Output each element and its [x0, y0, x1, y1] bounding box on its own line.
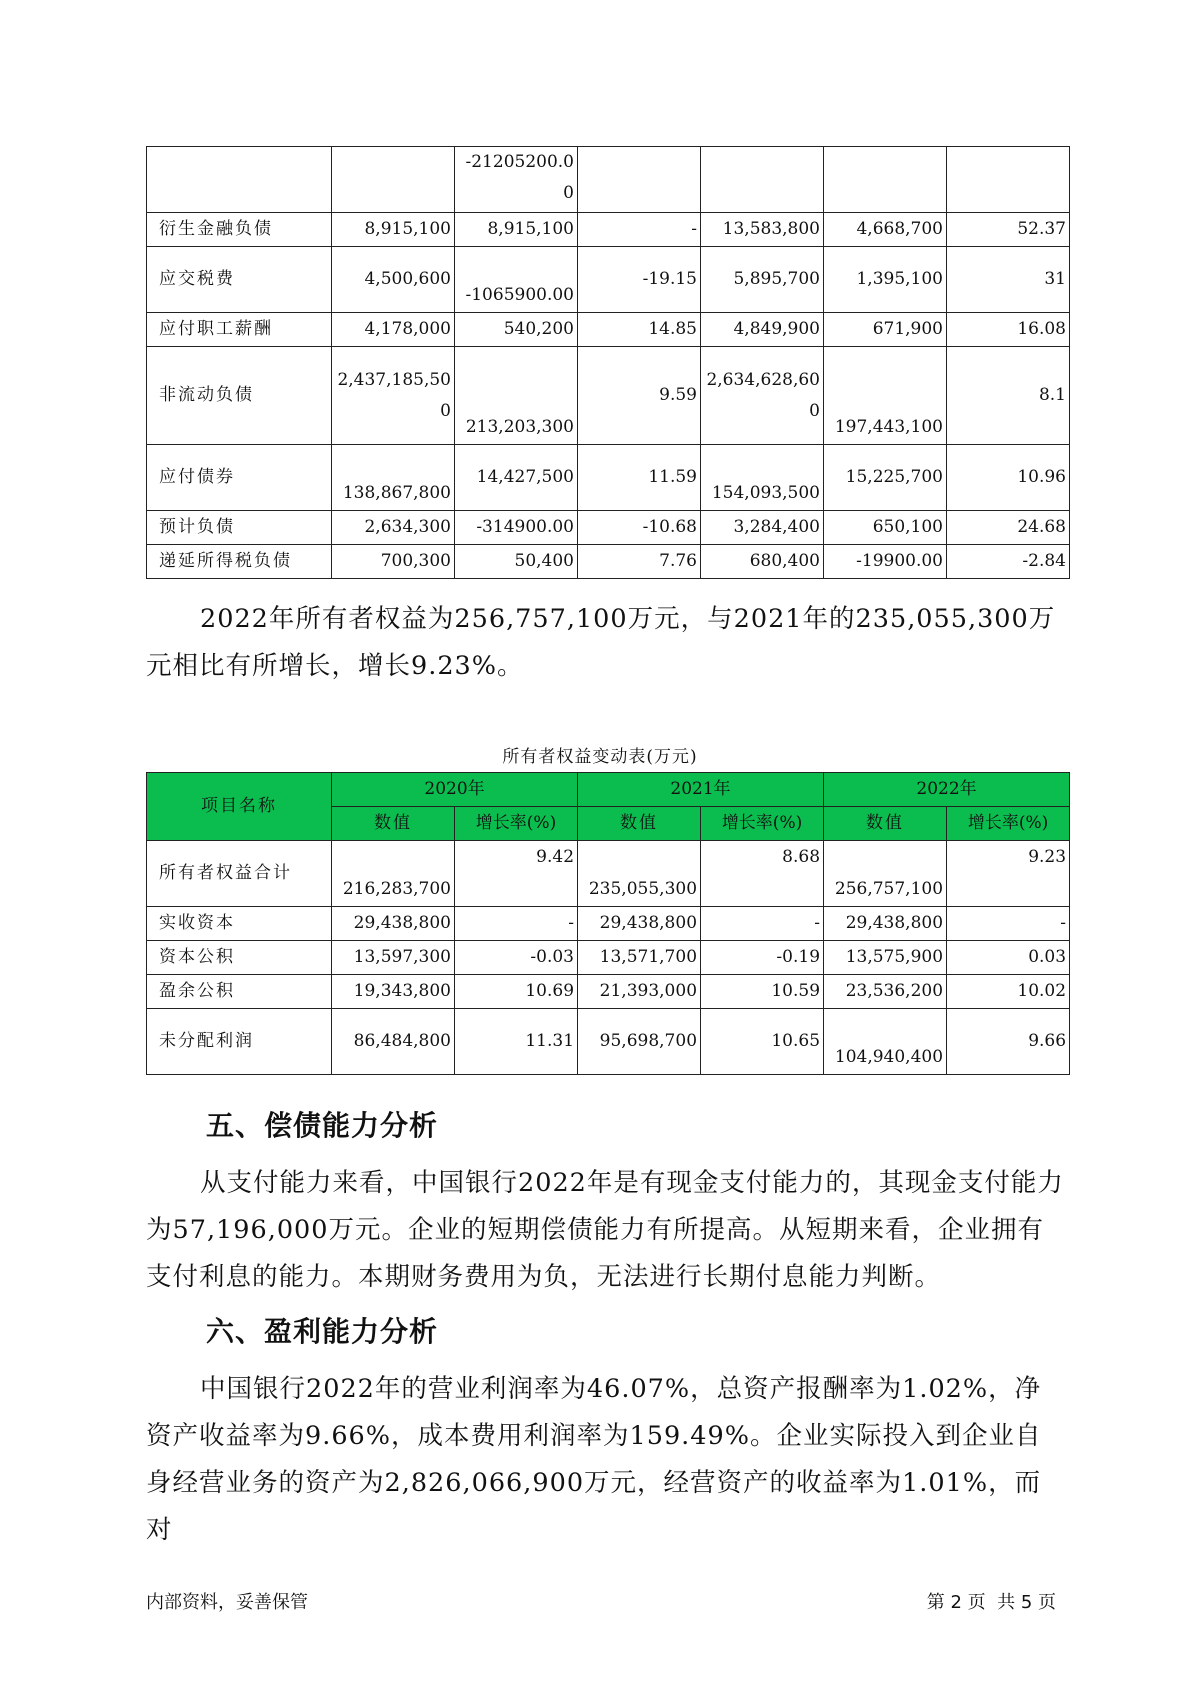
rate-cell: 31: [947, 247, 1070, 313]
rate-cell: 11.59: [578, 445, 701, 511]
value-cell: 4,500,600: [332, 247, 455, 313]
row-name: 预计负债: [147, 511, 332, 545]
value-cell: 4,849,900: [701, 313, 824, 347]
value-cell: 256,757,100: [824, 841, 947, 907]
table-row: [147, 313, 1070, 347]
value-cell: 13,571,700: [578, 941, 701, 975]
equity-summary-paragraph: 2022年所有者权益为256,757,100万元，与2021年的235,055,300万元相比有所增长，增长9.23%。: [146, 604, 1056, 681]
rate-cell: 9.59: [578, 347, 701, 445]
footer-page-number: 第 2 页 共 5 页: [926, 1592, 1056, 1613]
growth-cell: 650,100: [824, 511, 947, 545]
profitability-paragraph: 中国银行2022年的营业利润率为46.07%，总资产报酬率为1.02%，净资产收益率为9.66%，成本费用利润率为159.49%。企业实际投入到企业自身经营业务的资产为2,826,066,900万元，经营资产的收益率为1.01%，而对: [146, 1374, 1042, 1545]
table-row: [147, 1009, 1070, 1075]
liability-table: [146, 146, 1070, 579]
rate-cell: 8.1: [947, 347, 1070, 445]
equity-table: [146, 772, 1070, 1075]
value-cell: 680,400: [701, 545, 824, 579]
growth-cell: 50,400: [455, 545, 578, 579]
rate-cell: -: [578, 213, 701, 247]
table-row: [147, 975, 1070, 1009]
growth-cell: 671,900: [824, 313, 947, 347]
rate-cell: 9.66: [947, 1009, 1070, 1075]
row-name: [147, 147, 332, 213]
rate-cell: 9.42: [455, 841, 578, 907]
row-name: 所有者权益合计: [147, 841, 332, 907]
rate-cell: 10.96: [947, 445, 1070, 511]
header-value: 数值: [824, 807, 947, 841]
value-cell: 21,393,000: [578, 975, 701, 1009]
row-name: 盈余公积: [147, 975, 332, 1009]
row-name: 应交税费: [147, 247, 332, 313]
rate-cell: 11.31: [455, 1009, 578, 1075]
growth-cell: 540,200: [455, 313, 578, 347]
growth-cell: 213,203,300: [455, 347, 578, 445]
rate-cell: 10.69: [455, 975, 578, 1009]
rate-cell: -0.19: [701, 941, 824, 975]
table-row: [147, 841, 1070, 907]
rate-cell: -: [701, 907, 824, 941]
value-cell: 4,178,000: [332, 313, 455, 347]
rate-cell: 16.08: [947, 313, 1070, 347]
table-row: [147, 247, 1070, 313]
row-name: 实收资本: [147, 907, 332, 941]
table-row: [147, 213, 1070, 247]
value-cell: 29,438,800: [824, 907, 947, 941]
header-value: 数值: [578, 807, 701, 841]
value-cell: 19,343,800: [332, 975, 455, 1009]
table-header-row: [147, 773, 1070, 807]
row-name: 应付职工薪酬: [147, 313, 332, 347]
rate-cell: [578, 147, 701, 213]
rate-cell: -: [455, 907, 578, 941]
rate-cell: [947, 147, 1070, 213]
table-row: [147, 907, 1070, 941]
growth-cell: 4,668,700: [824, 213, 947, 247]
rate-cell: 24.68: [947, 511, 1070, 545]
solvency-paragraph: 从支付能力来看，中国银行2022年是有现金支付能力的，其现金支付能力为57,196,000万元。企业的短期偿债能力有所提高。从短期来看，企业拥有支付利息的能力。本期财务费用为负，无法进行长期付息能力判断。: [146, 1168, 1064, 1292]
growth-cell: [824, 147, 947, 213]
value-cell: 154,093,500: [701, 445, 824, 511]
rate-cell: 7.76: [578, 545, 701, 579]
value-cell: 5,895,700: [701, 247, 824, 313]
footer-confidential-note: 内部资料，妥善保管: [146, 1592, 308, 1613]
rate-cell: 14.85: [578, 313, 701, 347]
value-cell: 13,583,800: [701, 213, 824, 247]
value-cell: 104,940,400: [824, 1009, 947, 1075]
value-cell: 235,055,300: [578, 841, 701, 907]
value-cell: 8,915,100: [332, 213, 455, 247]
header-year: 2022年: [824, 773, 1070, 807]
header-growth-rate: 增长率(%): [947, 807, 1070, 841]
value-cell: 2,634,628,600: [701, 347, 824, 445]
rate-cell: 52.37: [947, 213, 1070, 247]
header-year: 2020年: [332, 773, 578, 807]
value-cell: 29,438,800: [332, 907, 455, 941]
growth-cell: -314900.00: [455, 511, 578, 545]
rate-cell: -0.03: [455, 941, 578, 975]
value-cell: 86,484,800: [332, 1009, 455, 1075]
growth-cell: -1065900.00: [455, 247, 578, 313]
growth-cell: 14,427,500: [455, 445, 578, 511]
equity-table-caption: 所有者权益变动表(万元): [502, 747, 698, 767]
header-item-name: 项目名称: [147, 773, 332, 841]
rate-cell: 10.65: [701, 1009, 824, 1075]
row-name: 递延所得税负债: [147, 545, 332, 579]
section-heading-profitability: 六、盈利能力分析: [206, 1315, 439, 1348]
rate-cell: -19.15: [578, 247, 701, 313]
rate-cell: -: [947, 907, 1070, 941]
header-value: 数值: [332, 807, 455, 841]
table-row: [147, 545, 1070, 579]
value-cell: 138,867,800: [332, 445, 455, 511]
value-cell: 216,283,700: [332, 841, 455, 907]
section-heading-solvency: 五、偿债能力分析: [206, 1109, 439, 1142]
rate-cell: 10.02: [947, 975, 1070, 1009]
rate-cell: 8.68: [701, 841, 824, 907]
value-cell: 29,438,800: [578, 907, 701, 941]
growth-cell: 15,225,700: [824, 445, 947, 511]
value-cell: 13,575,900: [824, 941, 947, 975]
rate-cell: 10.59: [701, 975, 824, 1009]
table-row: [147, 347, 1070, 445]
row-name: 衍生金融负债: [147, 213, 332, 247]
rate-cell: -2.84: [947, 545, 1070, 579]
value-cell: 13,597,300: [332, 941, 455, 975]
rate-cell: 0.03: [947, 941, 1070, 975]
rate-cell: -10.68: [578, 511, 701, 545]
row-name: 非流动负债: [147, 347, 332, 445]
growth-cell: 197,443,100: [824, 347, 947, 445]
value-cell: 95,698,700: [578, 1009, 701, 1075]
row-name: 未分配利润: [147, 1009, 332, 1075]
value-cell: 2,437,185,500: [332, 347, 455, 445]
header-growth-rate: 增长率(%): [455, 807, 578, 841]
table-row: [147, 941, 1070, 975]
value-cell: [701, 147, 824, 213]
rate-cell: 9.23: [947, 841, 1070, 907]
value-cell: 23,536,200: [824, 975, 947, 1009]
growth-cell: -19900.00: [824, 545, 947, 579]
value-cell: 2,634,300: [332, 511, 455, 545]
row-name: 应付债券: [147, 445, 332, 511]
header-growth-rate: 增长率(%): [701, 807, 824, 841]
value-cell: [332, 147, 455, 213]
row-name: 资本公积: [147, 941, 332, 975]
value-cell: 700,300: [332, 545, 455, 579]
table-row: [147, 445, 1070, 511]
growth-cell: -21205200.00: [455, 147, 578, 213]
table-row: [147, 511, 1070, 545]
value-cell: 3,284,400: [701, 511, 824, 545]
growth-cell: 8,915,100: [455, 213, 578, 247]
growth-cell: 1,395,100: [824, 247, 947, 313]
table-row: [147, 147, 1070, 213]
header-year: 2021年: [578, 773, 824, 807]
